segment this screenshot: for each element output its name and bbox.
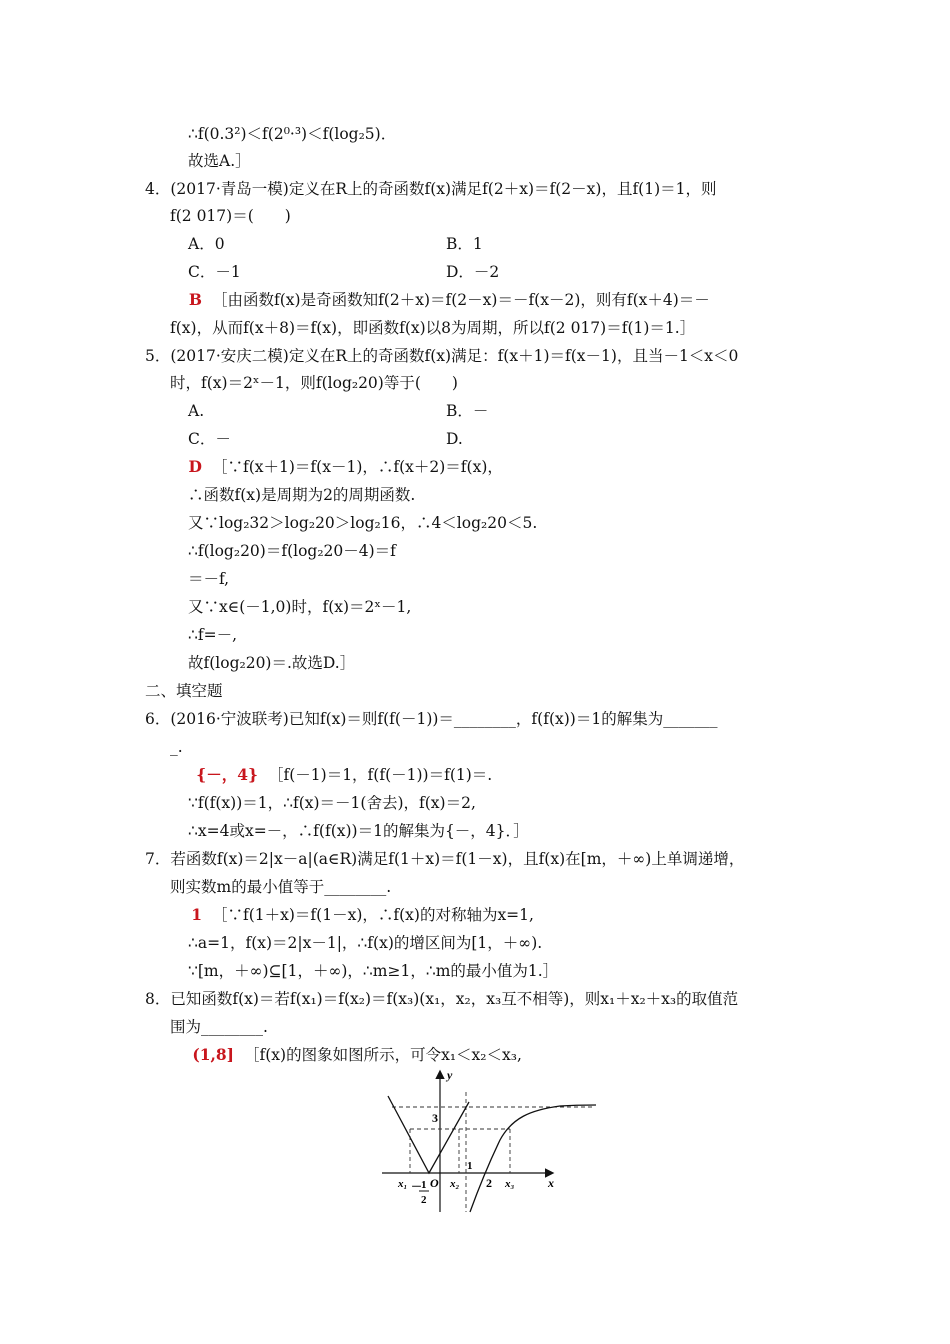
text-line	[188, 151, 251, 171]
line-text: 又∵x∈(－1,0)时，f(x)＝2ˣ－1,	[188, 598, 412, 616]
text-line	[170, 373, 458, 393]
line-text: A．0	[188, 235, 225, 253]
line-text: ∵[m，＋∞)⊆[1，＋∞)，∴m≥1，∴m的最小值为1.］	[188, 962, 559, 980]
curve-right	[470, 1105, 596, 1212]
text-line	[188, 821, 529, 841]
line-text: ∴f(log₂20)＝f(log₂20－4)＝f	[188, 542, 396, 560]
text-line	[188, 961, 558, 981]
text-line	[188, 485, 415, 505]
label-x2: x₂	[450, 1178, 460, 1190]
line-text: 则实数m的最小值等于________.	[170, 878, 392, 896]
text-line	[188, 262, 241, 282]
answer-label: B	[188, 290, 202, 309]
line-text: A.	[188, 402, 205, 420]
text-line	[446, 234, 483, 254]
line-text: D.	[446, 430, 463, 448]
line-text: 故f(log₂20)＝.故选D.］	[188, 654, 356, 672]
text-line	[188, 234, 225, 254]
text-line	[188, 793, 476, 813]
line-text: B．－	[446, 402, 489, 420]
text-line	[188, 597, 411, 617]
label-3: 3	[432, 1111, 438, 1125]
text-line	[170, 318, 695, 338]
line-text: 又∵log₂32＞log₂20＞log₂16，∴4＜log₂20＜5.	[188, 514, 538, 532]
text-line	[145, 346, 738, 366]
answer-label: (1,8]	[192, 1045, 234, 1064]
line-text: f(2 017)＝( )	[170, 207, 291, 225]
label-origin: O	[430, 1176, 439, 1190]
text-line	[145, 989, 738, 1009]
text-line	[170, 1017, 268, 1037]
line-text: 5．(2017·安庆二模)定义在R上的奇函数f(x)满足：f(x＋1)＝f(x－1)，且当－1＜x＜0	[145, 347, 739, 365]
line-text: 4．(2017·青岛一模)定义在R上的奇函数f(x)满足f(2＋x)＝f(2－x)，且f(1)＝1，则	[145, 180, 717, 198]
line-text: ［由函数f(x)是奇函数知f(2＋x)＝f(2－x)＝－f(x－2)，则有f(x＋4)＝－	[212, 291, 710, 309]
line-text: f(x)，从而f(x＋8)＝f(x)，即函数f(x)以8为周期，所以f(2 017)＝f(1)＝1.］	[170, 319, 696, 337]
label-2: 2	[486, 1176, 492, 1190]
line-text: D．－2	[446, 263, 500, 281]
text-line	[188, 653, 355, 673]
label-half-sign: －	[411, 1181, 422, 1193]
line-text: _.	[170, 738, 183, 756]
text-line	[188, 933, 542, 953]
label-half-num: 1	[421, 1179, 427, 1191]
line-text: C．－1	[188, 263, 241, 281]
text-line	[188, 124, 396, 144]
line-text: ∴a=1，f(x)＝2|x－1|，∴f(x)的增区间为[1，＋∞).	[188, 934, 543, 952]
line-text: 二、填空题	[145, 682, 223, 700]
line-text: ［∵f(1＋x)＝f(1－x)，∴f(x)的对称轴为x=1,	[212, 906, 534, 924]
text-line	[145, 709, 717, 729]
answer-label: D	[188, 457, 202, 476]
label-x1: x₁	[398, 1178, 408, 1190]
line-text: ∴f(0.3²)＜f(2⁰·³)＜f(log₂5)．	[188, 125, 397, 143]
label-x: x	[548, 1176, 554, 1190]
line-text: ［f(－1)＝1，f(f(－1))＝f(1)＝.	[268, 766, 493, 784]
text-line	[188, 569, 229, 589]
line-text: ∵f(f(x))＝1，∴f(x)＝－1(舍去)，f(x)＝2,	[188, 794, 476, 812]
text-line	[145, 179, 717, 199]
line-text: ［f(x)的图象如图所示，可令x₁＜x₂＜x₃,	[244, 1046, 522, 1064]
line-text: C．－	[188, 430, 231, 448]
line-text: B．1	[446, 235, 483, 253]
text-line	[446, 401, 488, 421]
text-line	[170, 737, 183, 757]
line-text: 时，f(x)＝2ˣ－1，则f(log₂20)等于( )	[170, 374, 458, 392]
answer-label: 1	[191, 905, 202, 924]
text-line	[188, 513, 537, 533]
answer-label: {－，4}	[196, 765, 258, 784]
line-text: 故选A.］	[188, 152, 251, 170]
text-line	[188, 290, 710, 310]
line-text: 6．(2016·宁波联考)已知f(x)＝则f(f(－1))＝________，f(f(x))＝1的解集为_______	[145, 710, 718, 728]
text-line	[188, 401, 204, 421]
line-text: ［∵f(x＋1)＝f(x－1)，∴f(x＋2)＝f(x)，	[212, 458, 503, 476]
text-line	[188, 429, 231, 449]
label-y: y	[447, 1068, 453, 1082]
text-line	[446, 262, 499, 282]
line-text: 7．若函数f(x)＝2|x－a|(a∈R)满足f(1＋x)＝f(1－x)，且f(x)在[m，＋∞)上单调递增，	[145, 850, 745, 868]
label-half-den: 2	[421, 1194, 427, 1206]
text-line	[188, 625, 237, 645]
text-line	[191, 905, 534, 925]
line-text: 8．已知函数f(x)＝若f(x₁)＝f(x₂)＝f(x₃)(x₁，x₂，x₃互不相等)，则x₁＋x₂＋x₃的取值范	[145, 990, 739, 1008]
label-1: 1	[467, 1160, 473, 1172]
line-text: ∴x=4或x=－，∴f(f(x))＝1的解集为{－，4}．］	[188, 822, 529, 840]
text-line	[170, 206, 291, 226]
label-x3: x₃	[505, 1178, 515, 1190]
text-line	[196, 765, 493, 785]
line-text: ∴函数f(x)是周期为2的周期函数.	[188, 486, 416, 504]
text-line	[170, 877, 391, 897]
text-line	[192, 1045, 522, 1065]
text-line	[145, 849, 744, 869]
line-text: 围为________.	[170, 1018, 268, 1036]
text-line	[188, 457, 503, 477]
text-line	[446, 429, 463, 449]
line-text: ∴f=－,	[188, 626, 238, 644]
text-line	[188, 541, 396, 561]
text-line	[145, 681, 223, 701]
curve-abs	[388, 1096, 469, 1173]
line-text: ＝－f,	[188, 570, 230, 588]
